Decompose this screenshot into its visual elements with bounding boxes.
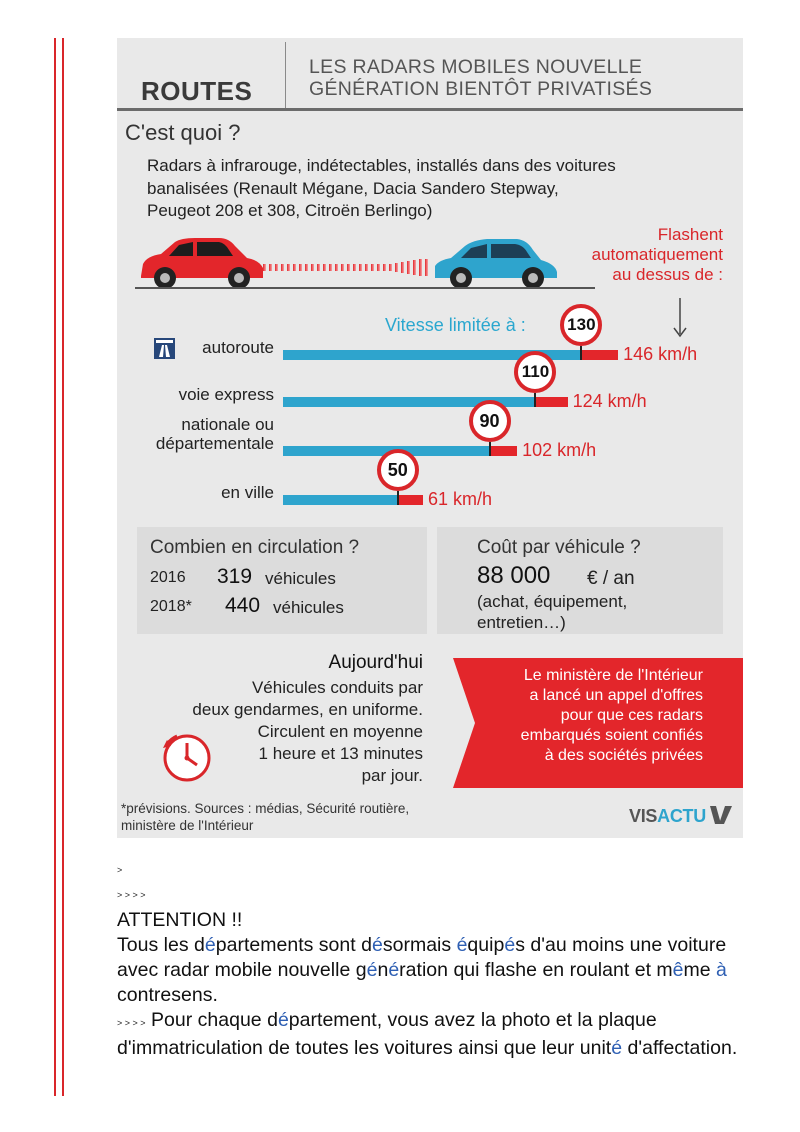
title-divider [285, 42, 286, 108]
road-type-label: voie express [178, 385, 274, 404]
flash-speed-label: 61 km/h [427, 489, 493, 509]
quote-marker: > [117, 865, 123, 875]
clock-icon [157, 728, 213, 784]
radar-beam-icon [263, 259, 441, 276]
cost-note: (achat, équipement, entretien…) [477, 592, 628, 632]
motorway-icon [154, 338, 175, 359]
flash-margin-bar [581, 350, 618, 360]
paragraph-2: > > > > Pour chaque département, vous avez la photo et la plaque d'immatriculation de toutes les voitures ainsi que leur unité d'affectation. [117, 1009, 738, 1059]
question-title: C'est quoi ? [125, 120, 241, 145]
cost-title: Coût par véhicule ? [477, 537, 641, 558]
limit-tick [397, 491, 399, 505]
red-car-icon [135, 236, 267, 292]
limit-tick [580, 346, 582, 360]
infographic [117, 38, 743, 838]
speed-limit-title: Vitesse limitée à : [385, 315, 526, 335]
limit-tick [534, 393, 536, 407]
today-text: Véhicules conduits par deux gendarmes, en uniforme. Circulent en moyenne 1 heure et 13 minutes par jour. [192, 678, 423, 785]
road-type-label: en ville [221, 483, 274, 502]
blue-car-icon [431, 236, 563, 292]
speed-limit-sign: 90 [469, 400, 511, 442]
attention-heading: ATTENTION !! [117, 909, 243, 931]
message-body [117, 858, 757, 1061]
circulation-unit-2016: véhicules [265, 569, 336, 588]
today-title: Aujourd'hui [328, 652, 423, 673]
road-type-label: nationale ou départementale [155, 415, 274, 453]
cost-amount: 88 000 [477, 562, 551, 589]
flash-margin-bar [535, 397, 567, 407]
flash-speed-label: 146 km/h [623, 344, 698, 364]
arrow-down-icon [672, 298, 688, 338]
circulation-unit-2018: véhicules [273, 598, 344, 617]
ministry-text: Le ministère de l'Intérieur a lancé un appel d'offres pour que ces radars embarqués soient confiés à des sociétés privées [520, 667, 703, 764]
speed-limit-sign: 50 [377, 449, 419, 491]
logo-mark-icon [710, 806, 732, 824]
speed-limit-sign: 110 [514, 351, 556, 393]
limit-tick [489, 442, 491, 456]
circulation-count-2016: 319 [217, 565, 253, 588]
flash-speed-label: 124 km/h [572, 391, 647, 411]
flash-note: Flashent automatiquement au dessus de : [591, 225, 723, 284]
flash-speed-label: 102 km/h [522, 440, 597, 460]
headline: LES RADARS MOBILES NOUVELLE GÉNÉRATION BIENTÔT PRIVATISÉS [309, 56, 653, 100]
circulation-year-2016: 2016 [150, 569, 186, 586]
cost-unit: € / an [587, 568, 635, 589]
flash-margin-bar [398, 495, 423, 505]
road-type-label: autoroute [202, 338, 274, 357]
paragraph-1: Tous les départements sont désormais équipés d'au moins une voiture avec radar mobile nouvelle génération qui flashe en roulant et même à contresens. [117, 934, 727, 1006]
margin-line-right [62, 38, 64, 1096]
section-title: ROUTES [141, 76, 253, 106]
circulation-count-2018: 440 [225, 594, 261, 617]
header-rule [117, 108, 743, 111]
speed-limit-bar [283, 495, 398, 505]
circulation-year-2018: 2018* [150, 598, 192, 615]
visactu-logo: VISACTU [629, 806, 732, 827]
flash-margin-bar [490, 446, 518, 456]
quote-marker: > > > > [117, 890, 146, 900]
footnote: *prévisions. Sources : médias, Sécurité routière, ministère de l'Intérieur [121, 801, 410, 833]
speed-limit-sign: 130 [560, 304, 602, 346]
description: Radars à infrarouge, indétectables, installés dans des voitures banalisées (Renault Mégane, Dacia Sandero Stepway, Peugeot 208 et 308, Citroën Berlingo) [147, 156, 616, 220]
circulation-title: Combien en circulation ? [150, 537, 360, 558]
road-line [135, 287, 595, 289]
margin-line-left [54, 38, 56, 1096]
